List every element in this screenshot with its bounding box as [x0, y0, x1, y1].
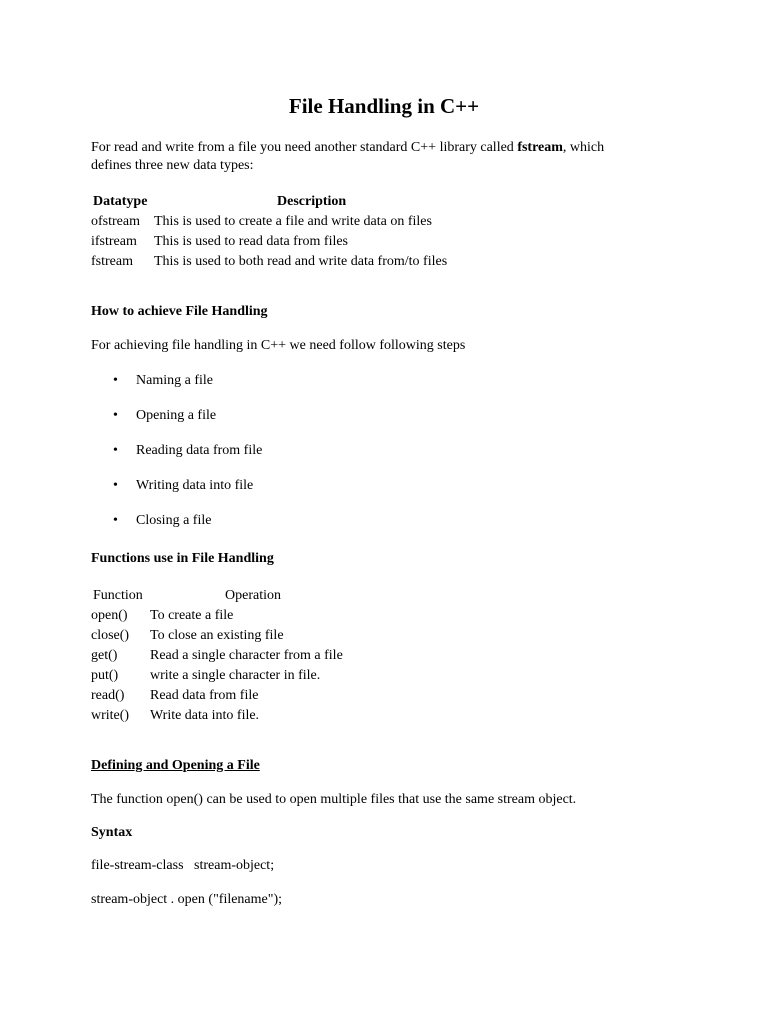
syntax-line-1: file-stream-class stream-object; — [91, 858, 275, 873]
bullet-icon: • — [113, 443, 118, 458]
datatype-table-header — [91, 192, 691, 212]
bullet-icon: • — [113, 408, 118, 423]
datatype-header: Datatype — [93, 194, 148, 209]
bullet-icon: • — [113, 513, 118, 528]
table-row: open() To create a file — [91, 608, 234, 623]
datatype-table — [91, 192, 691, 272]
page-title: File Handling in C++ — [288, 94, 480, 118]
table-row: close() To close an existing file — [91, 628, 284, 643]
bullet-icon: • — [113, 478, 118, 493]
fstream-keyword: fstream — [517, 140, 563, 155]
operation-header: Operation — [225, 588, 281, 603]
steps-list — [91, 370, 262, 545]
how-intro: For achieving file handling in C++ we need follow following steps — [91, 338, 466, 353]
table-row: read() Read data from file — [91, 688, 259, 703]
defining-text: The function open() can be used to open multiple files that use the same stream object. — [91, 792, 577, 807]
syntax-heading: Syntax — [91, 825, 133, 840]
table-row: fstream This is used to both read and write data from/to files — [91, 254, 448, 269]
description-header: Description — [277, 194, 347, 209]
list-item: • Opening a file — [91, 405, 262, 440]
list-item: • Naming a file — [91, 370, 262, 405]
functions-table — [91, 586, 691, 726]
list-item: • Closing a file — [91, 510, 262, 545]
functions-heading: Functions use in File Handling — [91, 551, 274, 566]
bullet-icon: • — [113, 373, 118, 388]
list-item: • Reading data from file — [91, 440, 262, 475]
table-row: put() write a single character in file. — [91, 668, 321, 683]
table-row: write() Write data into file. — [91, 708, 260, 723]
function-header: Function — [93, 588, 143, 603]
intro-paragraph: For read and write from a file you need another standard C++ library called fstream, which defines three new data types: — [91, 140, 605, 173]
syntax-line-2: stream-object . open ("filename"); — [91, 892, 283, 907]
defining-heading: Defining and Opening a File — [91, 758, 260, 773]
functions-table-header — [91, 586, 691, 606]
list-item: • Writing data into file — [91, 475, 262, 510]
table-row: get() Read a single character from a file — [91, 648, 343, 663]
table-row: ofstream This is used to create a file and write data on files — [91, 214, 432, 229]
how-heading: How to achieve File Handling — [91, 304, 268, 319]
table-row: ifstream This is used to read data from files — [91, 234, 349, 249]
